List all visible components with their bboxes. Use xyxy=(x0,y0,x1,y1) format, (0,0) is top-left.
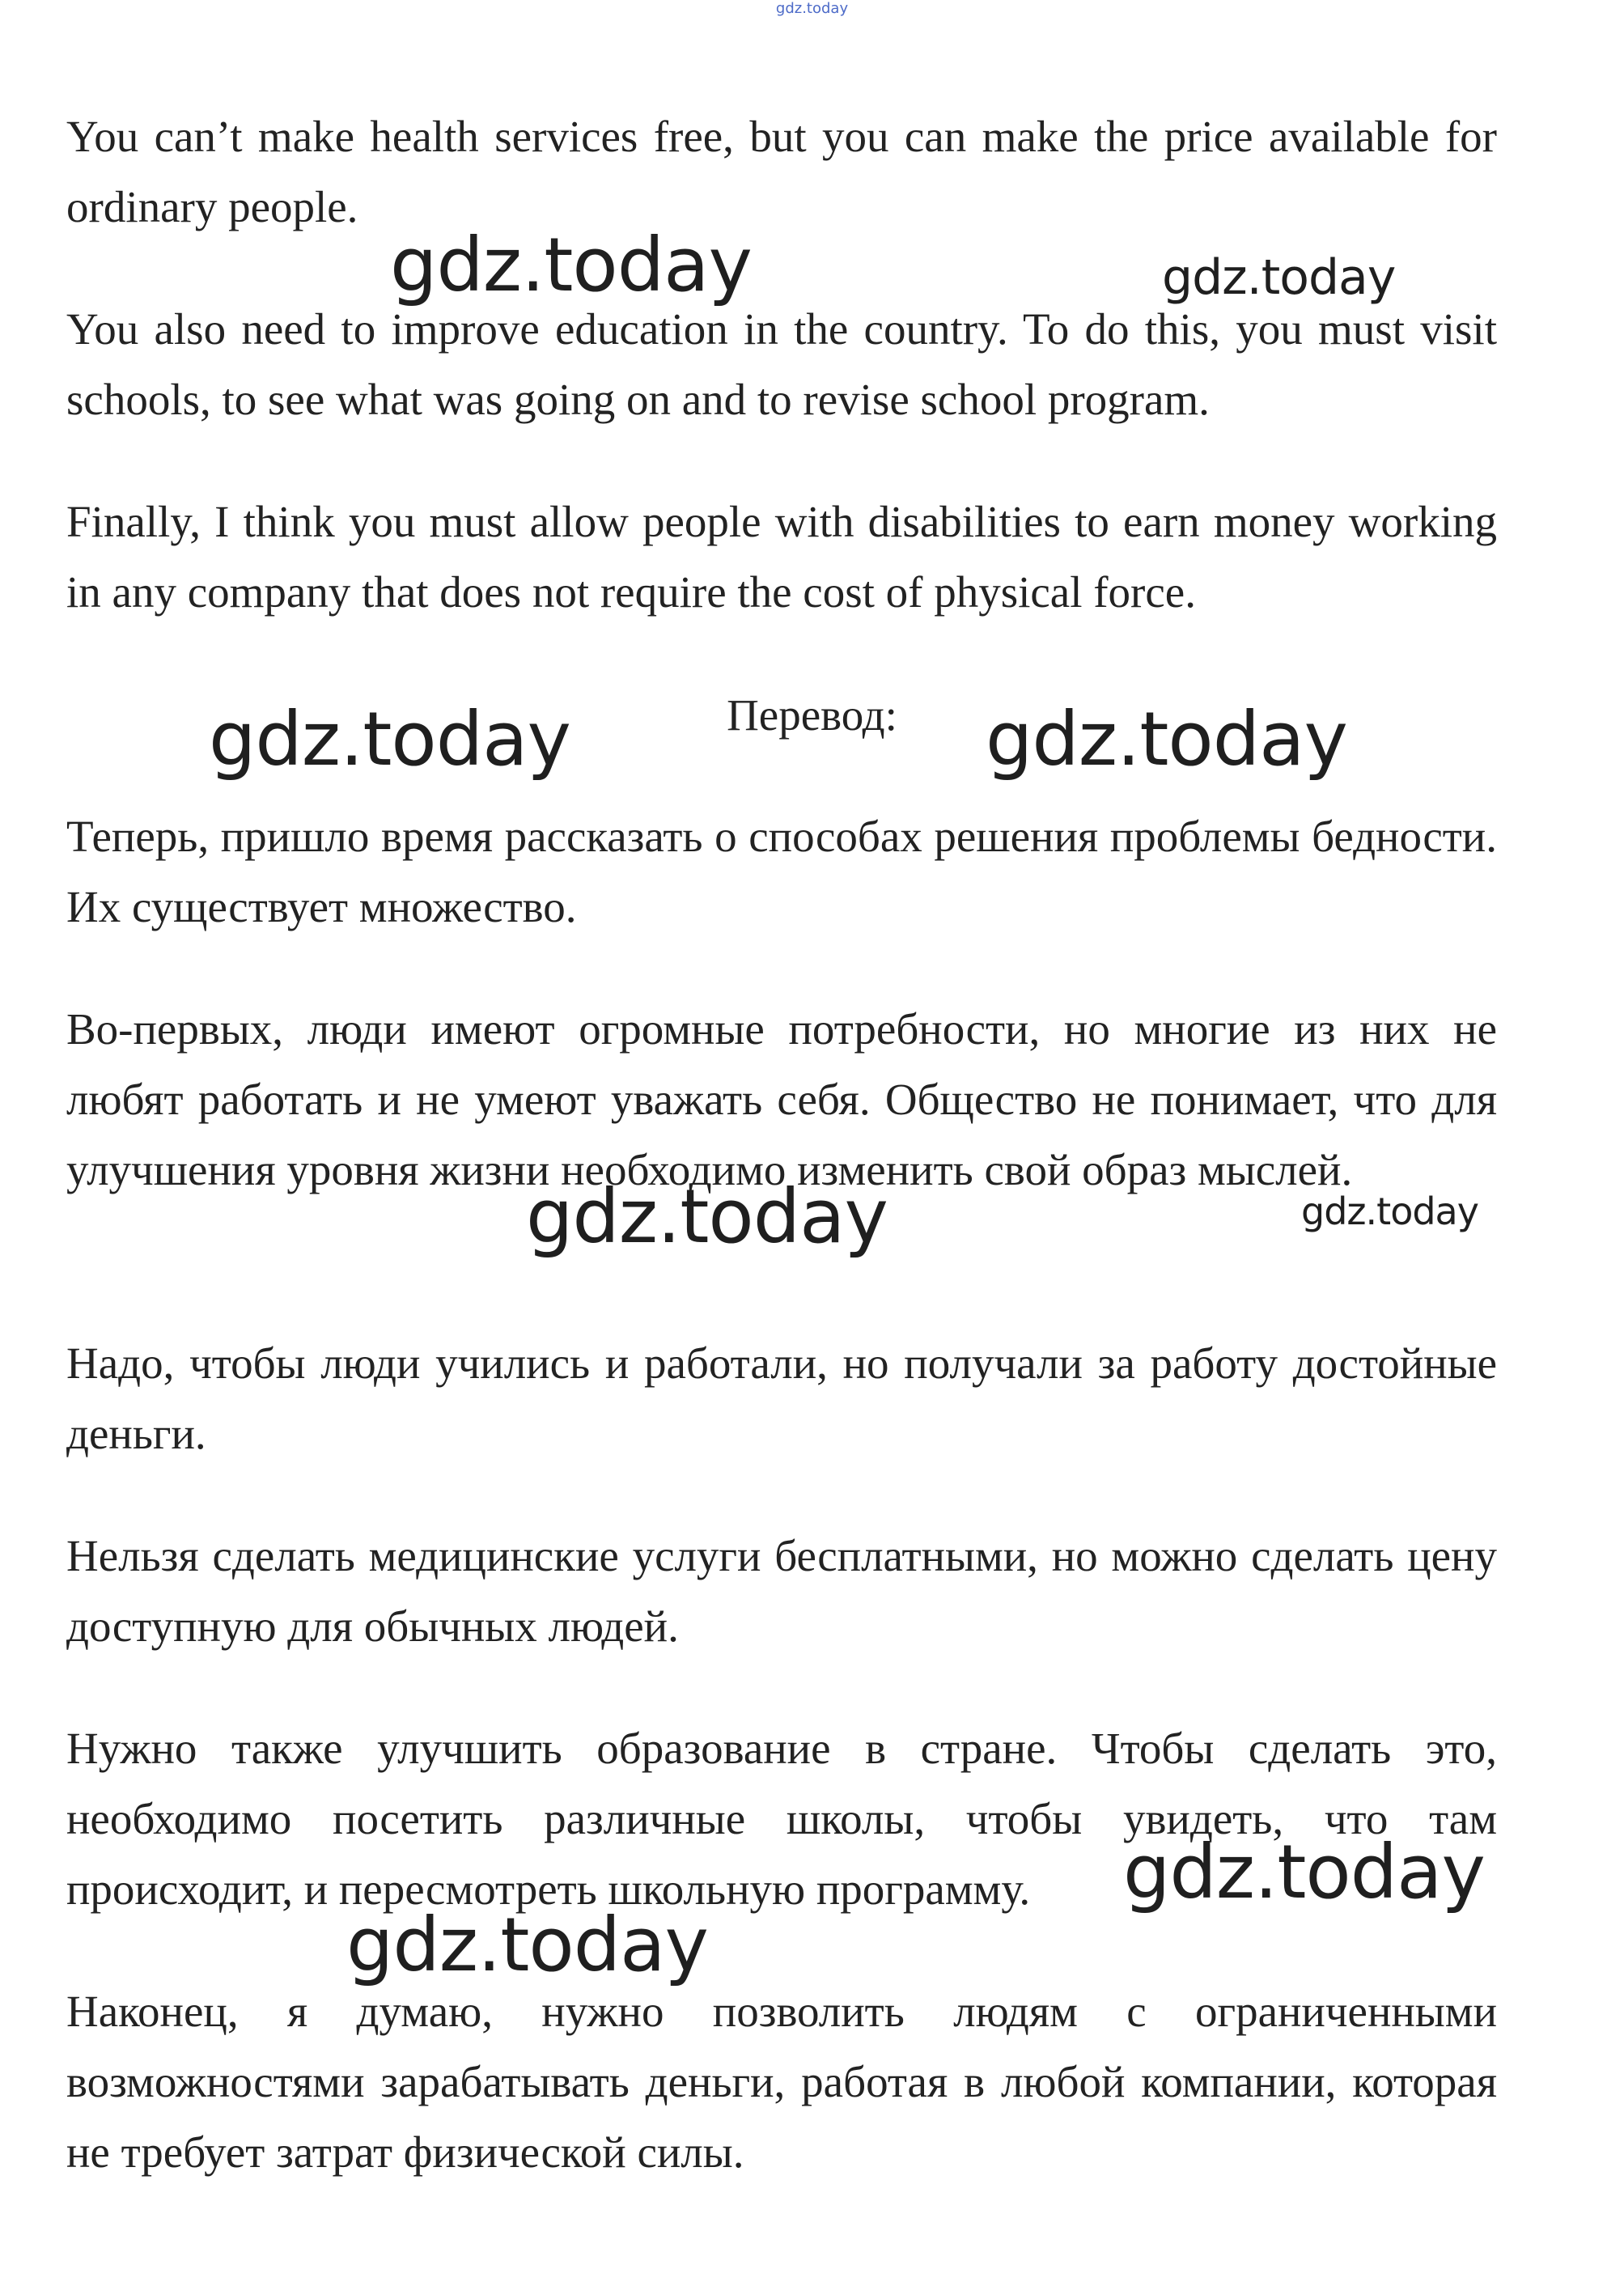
russian-paragraph-2: Во-первых, люди имеют огромные потребности, но многие из них не любят работать и не умеют уважать себя. Общество не понимает, что для улучшения уровня жизни необходимо изменить свой образ мыслей. xyxy=(66,1004,1497,1194)
english-paragraph-2: You also need to improve education in the country. To do this, you must visit schools, to see what was going on and to revise school program. xyxy=(66,304,1497,424)
watermark: gdz.today xyxy=(1301,1190,1478,1233)
english-paragraph-3: Finally, I think you must allow people with disabilities to earn money working in any company that does not require the cost of physical force. xyxy=(66,497,1497,617)
header-watermark: gdz.today xyxy=(775,0,849,17)
russian-paragraph-5: Нужно также улучшить образование в стране. Чтобы сделать это, необходимо посетить различные школы, чтобы увидеть, что там происходит, и пересмотреть школьную программу. xyxy=(66,1724,1497,1914)
translation-heading: Перевод: xyxy=(727,690,897,740)
watermark: gdz.today xyxy=(1123,1829,1485,1915)
watermark: gdz.today xyxy=(1162,249,1396,306)
russian-paragraph-6: Наконец, я думаю, нужно позволить людям с ограниченными возможностями зарабатывать деньги, работая в любой компании, которая не требует затрат физической силы. xyxy=(66,1987,1497,2177)
watermark: gdz.today xyxy=(986,696,1347,782)
russian-paragraph-1: Теперь, пришло время рассказать о способах решения проблемы бедности. Их существует множество. xyxy=(66,812,1497,931)
english-paragraph-1: You can’t make health services free, but you can make the price available for ordinary people. xyxy=(66,112,1497,231)
russian-paragraph-3: Надо, чтобы люди учились и работали, но получали за работу достойные деньги. xyxy=(66,1338,1497,1458)
russian-paragraph-4: Нельзя сделать медицинские услуги бесплатными, но можно сделать цену доступную для обычных людей. xyxy=(66,1531,1497,1651)
watermark: gdz.today xyxy=(390,222,752,308)
watermark: gdz.today xyxy=(209,696,570,782)
watermark: gdz.today xyxy=(526,1173,888,1260)
watermark: gdz.today xyxy=(346,1902,708,1988)
